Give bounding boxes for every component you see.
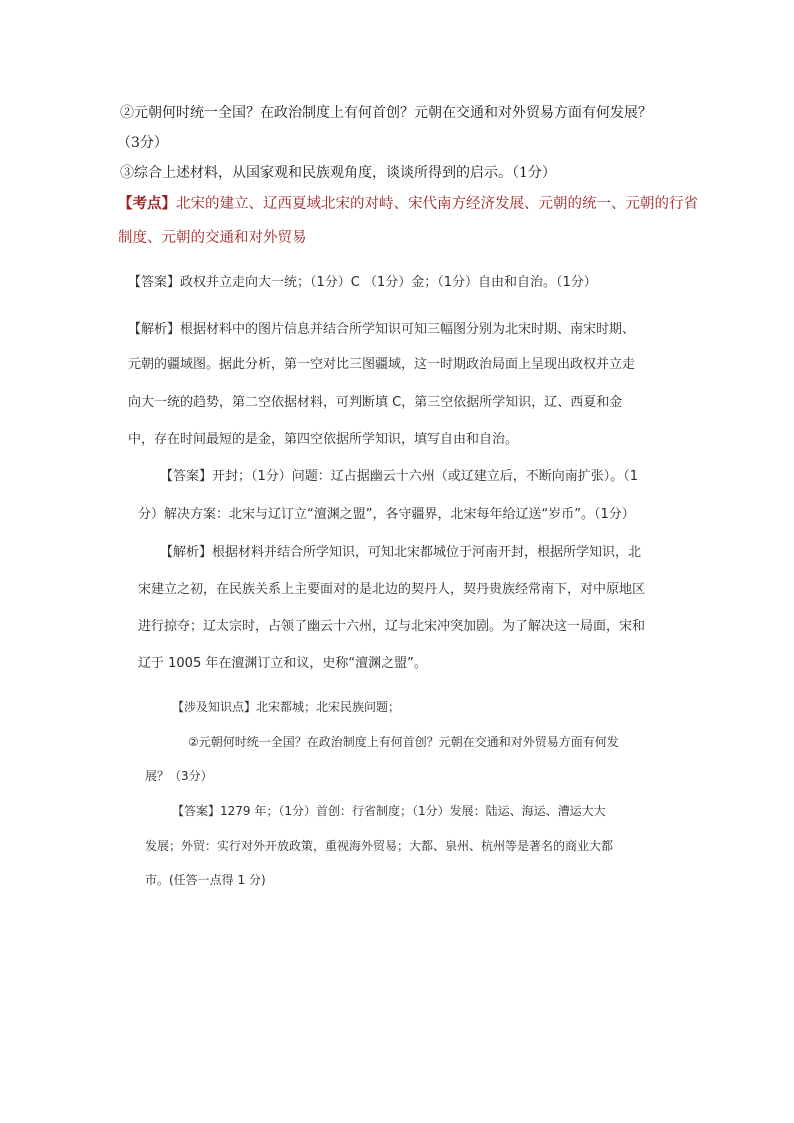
block3-question-1: ②元朝何时统一全国？在政治制度上有何首创？元朝在交通和对外贸易方面有何发 (188, 735, 619, 749)
block3-knowledge: 【涉及知识点】北宋都城；北宋民族问题； (172, 700, 401, 714)
kaodian-text-1: 北宋的建立、辽西夏域北宋的对峙、宋代南方经济发展、元朝的统一、元朝的行省 (176, 196, 698, 212)
block3-answer-3: 市。(任答一点得 1 分) (145, 873, 266, 887)
block1-analysis-3: 向大一统的趋势，第二空依据材料，可判断填 C，第三空依据所学知识，辽、西夏和金 (128, 395, 623, 410)
block1-analysis-2: 元朝的疆域图。据此分析，第一空对比三图疆域，这一时期政治局面上呈现出政权并立走 (128, 357, 636, 372)
kaodian-line-2: 制度、元朝的交通和对外贸易 (118, 230, 307, 246)
question-2-line-1: ②元朝何时统一全国？在政治制度上有何首创？元朝在交通和对外贸易方面有何发展？ (120, 105, 652, 121)
kaodian-tag: 【考点】 (118, 196, 176, 212)
question-2-line-2: （3分） (117, 135, 168, 151)
question-3: ③综合上述材料，从国家观和民族观角度，谈谈所得到的启示。（1分） (120, 165, 556, 181)
block1-answer: 【答案】政权并立走向大一统；（1分）C （1分）金；（1分）自由和自治。（1分） (128, 275, 597, 290)
block3-answer-2: 发展；外贸：实行对外开放政策，重视海外贸易；大都、泉州、杭州等是著名的商业大都 (145, 839, 614, 853)
block2-answer-2: 分）解决方案：北宋与辽订立“澶渊之盟”，各守疆界，北宋每年给辽送“岁币”。（1分） (138, 507, 635, 522)
block3-answer-1: 【答案】1279 年；（1分）首创：行省制度；（1分）发展：陆运、海运、漕运大大 (172, 804, 606, 818)
block2-analysis-1: 【解析】根据材料并结合所学知识，可知北宋都城位于河南开封，根据所学知识，北 (160, 545, 642, 560)
block2-analysis-3: 进行掠夺；辽太宗时，占领了幽云十六州，辽与北宋冲突加剧。为了解决这一局面，宋和 (138, 619, 646, 634)
kaodian-line-1 (118, 194, 698, 214)
block3-question-2: 展？（3分） (145, 769, 213, 783)
block2-answer-1: 【答案】开封；（1分）问题：辽占据幽云十六州（或辽建立后，不断向南扩张）。（1 (160, 469, 639, 484)
block2-analysis-4: 辽于 1005 年在澶渊订立和议，史称“澶渊之盟”。 (138, 656, 427, 671)
block1-analysis-1: 【解析】根据材料中的图片信息并结合所学知识可知三幅图分别为北宋时期、南宋时期、 (128, 322, 636, 337)
block2-analysis-2: 宋建立之初，在民族关系上主要面对的是北边的契丹人，契丹贵族经常南下，对中原地区 (138, 582, 646, 597)
block1-analysis-4: 中，存在时间最短的是金，第四空依据所学知识，填写自由和自治。 (128, 432, 519, 447)
